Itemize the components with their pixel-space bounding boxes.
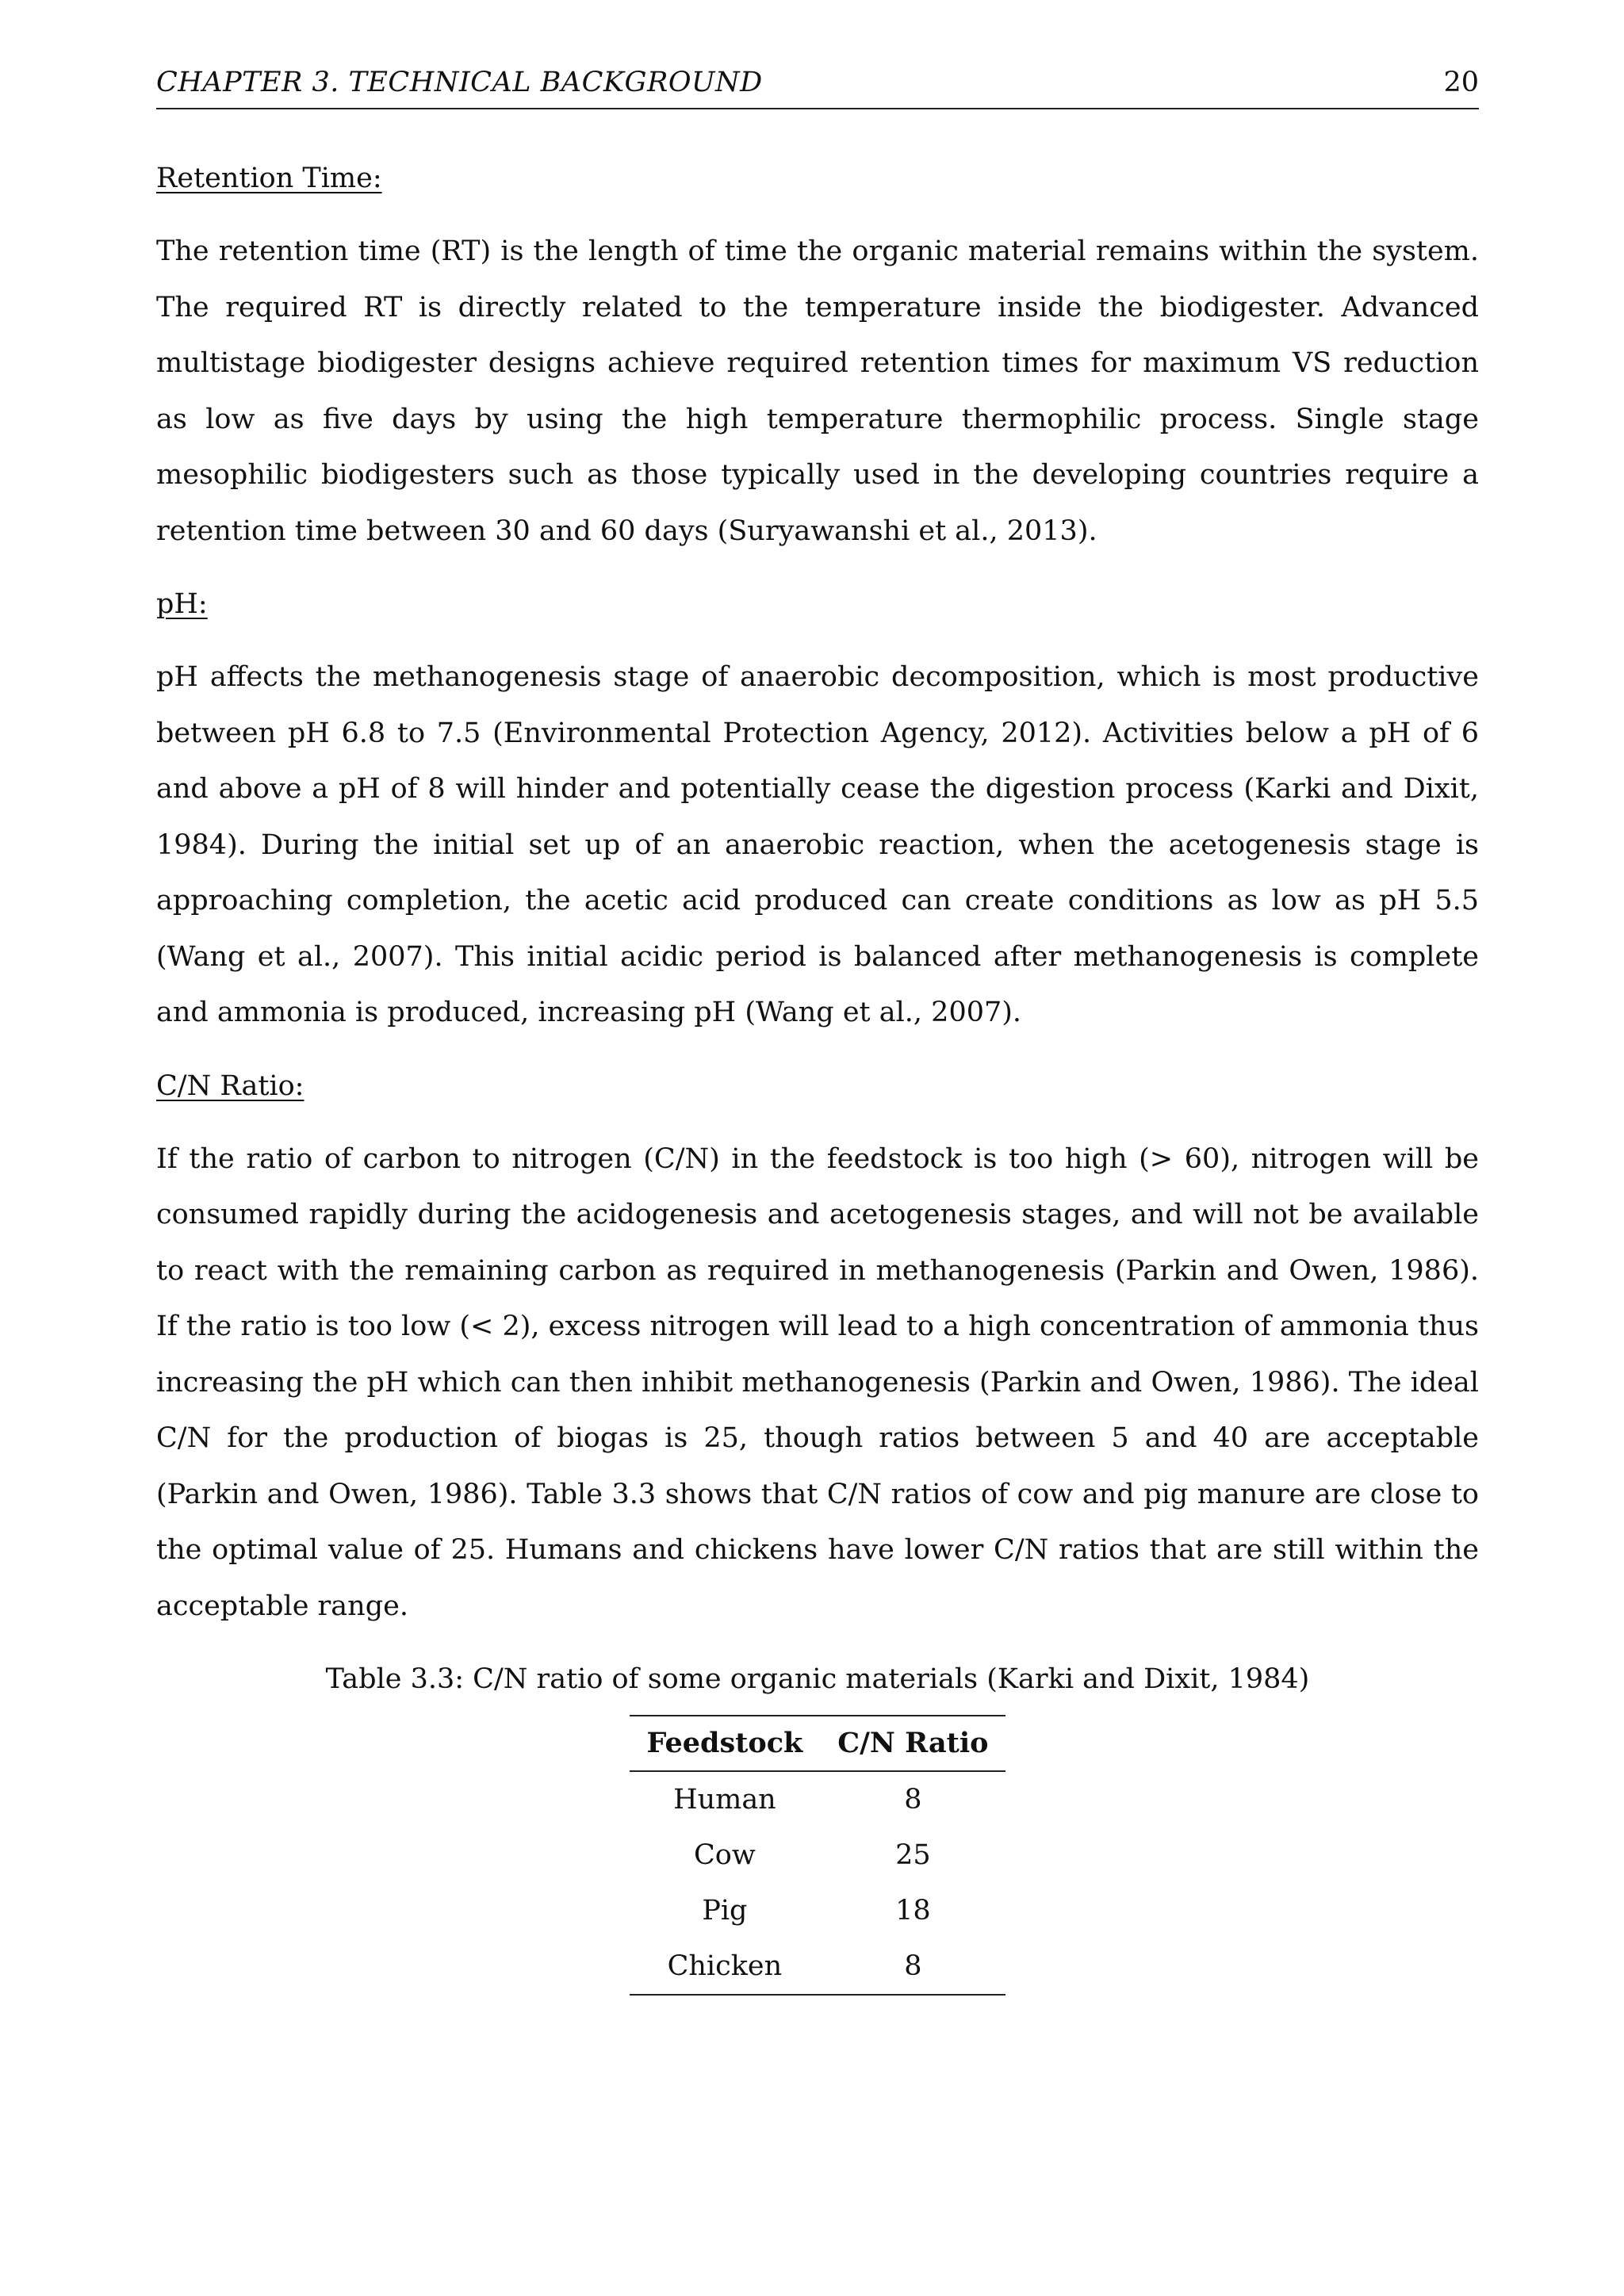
feedstock-cell: Human xyxy=(673,1784,776,1816)
column-header-cn-ratio: C/N Ratio xyxy=(820,1716,1005,1771)
feedstock-cell: Chicken xyxy=(630,1938,821,1995)
table-caption: Table 3.3: C/N ratio of some organic materials (Karki and Dixit, 1984) xyxy=(325,1663,1310,1695)
table-row xyxy=(630,1827,1006,1883)
section-heading-ph: pH: xyxy=(156,588,208,620)
page-number: 20 xyxy=(1443,67,1479,98)
table-row xyxy=(630,1771,1006,1827)
table-header-row xyxy=(630,1716,1006,1771)
paragraph-retention-time: The retention time (RT) is the length of time the organic material remains within the system. The required RT is directly related to the temperature inside the biodigester. Advanced multistage biodigester designs achieve required retention times for maximum VS reduction as low as five days by using the high temperature thermophilic process. Single stage mesophilic biodigesters such as those typically used in the developing countries require a retention time between 30 and 60 days (Suryawanshi et al., 2013). xyxy=(156,235,1479,547)
feedstock-cell: Cow xyxy=(693,1839,756,1871)
cn-ratio-cell: 8 xyxy=(820,1938,1005,1995)
column-header-feedstock: Feedstock xyxy=(630,1716,821,1771)
feedstock-cell: Pig xyxy=(702,1895,748,1927)
cn-ratio-cell: 18 xyxy=(895,1895,931,1927)
section-heading-retention-time: Retention Time: xyxy=(156,163,382,194)
cn-ratio-cell: 8 xyxy=(904,1784,922,1816)
section-heading-cn-ratio: C/N Ratio: xyxy=(156,1070,304,1102)
chapter-title: CHAPTER 3. TECHNICAL BACKGROUND xyxy=(156,67,763,98)
cn-ratio-cell: 25 xyxy=(895,1839,931,1871)
main-content xyxy=(156,151,1479,1996)
paragraph-cn-ratio: If the ratio of carbon to nitrogen (C/N) in the feedstock is too high (> 60), nitrogen will be consumed rapidly during the acidogenesis and acetogenesis stages, and will not be available to react with the remaining carbon as required in methanogenesis (Parkin and Owen, 1986). If the ratio is too low (< 2), excess nitrogen will lead to a high concentration of ammonia thus increasing the pH which can then inhibit methanogenesis (Parkin and Owen, 1986). The ideal C/N for the production of biogas is 25, though ratios between 5 and 40 are acceptable (Parkin and Owen, 1986). Table 3.3 shows that C/N ratios of cow and pig manure are close to the optimal value of 25. Humans and chickens have lower C/N ratios that are still within the acceptable range. xyxy=(156,1142,1479,1622)
cn-ratio-table xyxy=(630,1715,1006,1996)
table-row xyxy=(630,1938,1006,1995)
paragraph-ph: pH affects the methanogenesis stage of anaerobic decomposition, which is most productive between pH 6.8 to 7.5 (Environmental Protection Agency, 2012). Activities below a pH of 6 and above a pH of 8 will hinder and potentially cease the digestion process (Karki and Dixit, 1984). During the initial set up of an anaerobic reaction, when the acetogenesis stage is approaching completion, the acetic acid produced can create conditions as low as pH 5.5 (Wang et al., 2007). This initial acidic period is balanced after methanogenesis is complete and ammonia is produced, increasing pH (Wang et al., 2007). xyxy=(156,661,1479,1028)
running-header xyxy=(156,62,1479,109)
table-row xyxy=(630,1883,1006,1938)
